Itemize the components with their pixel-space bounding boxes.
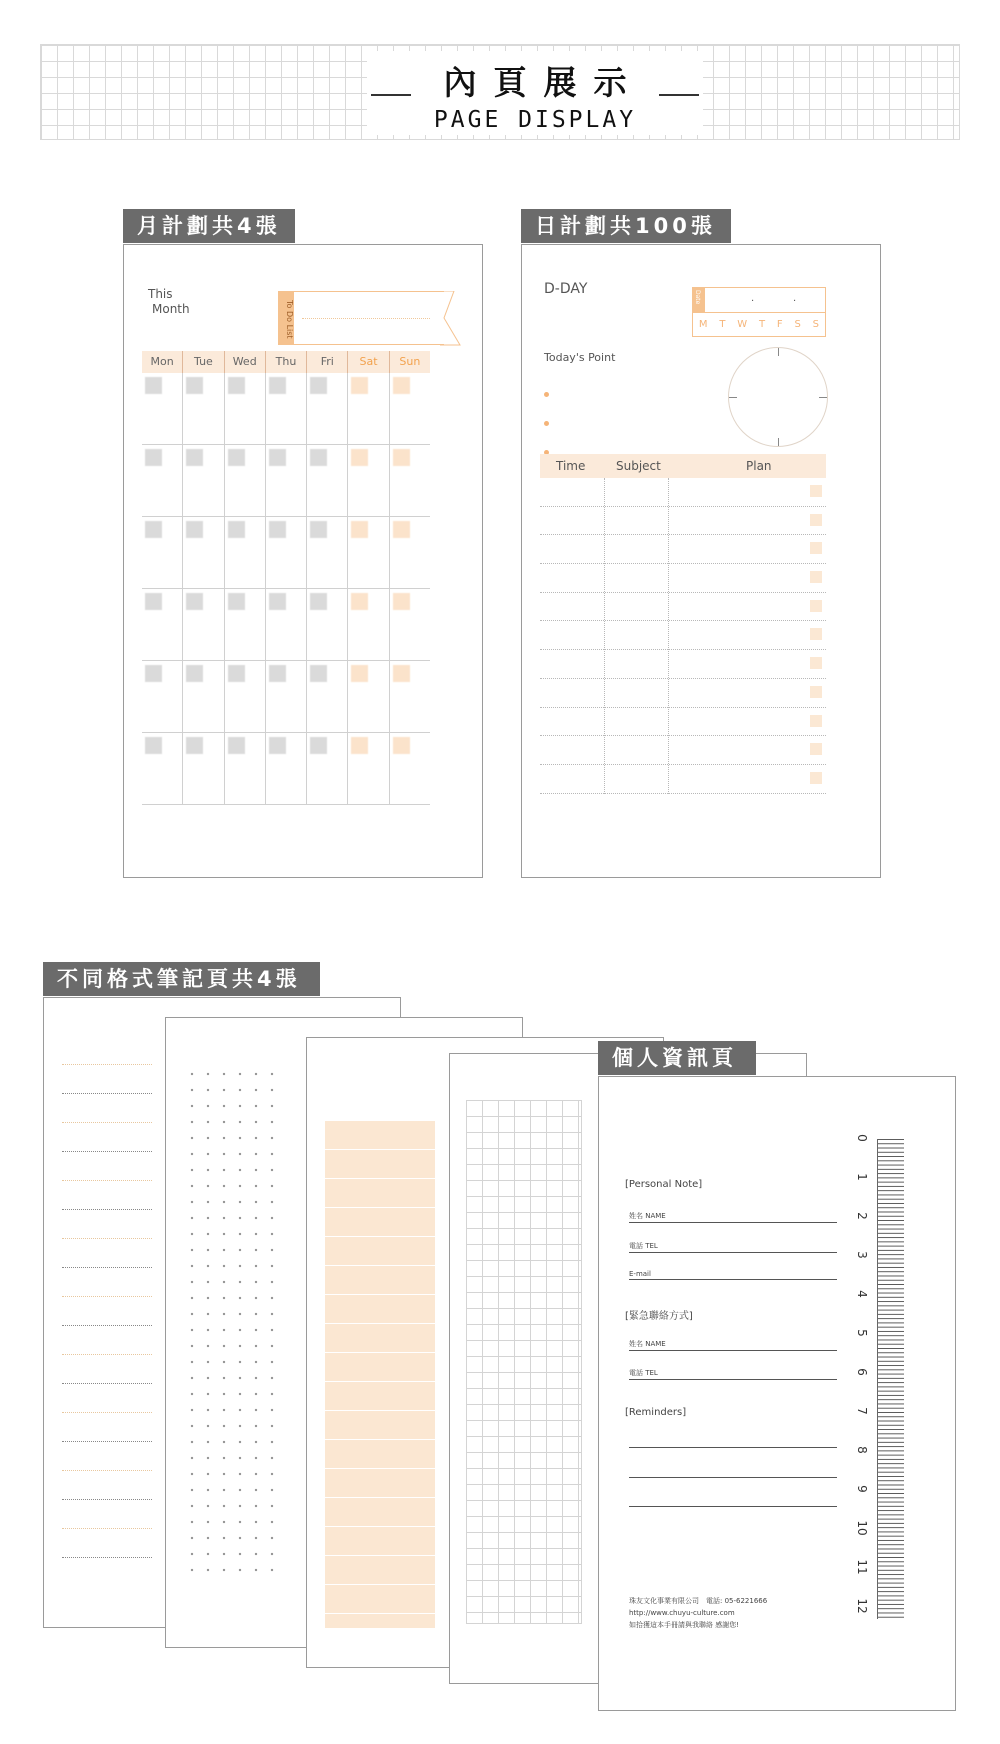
ruler-number: 4 bbox=[855, 1290, 869, 1298]
schedule-row bbox=[540, 679, 826, 708]
schedule-row bbox=[540, 650, 826, 679]
header-title-box bbox=[367, 51, 703, 135]
ruled-line bbox=[62, 1093, 152, 1094]
date-chip bbox=[186, 377, 203, 394]
plan-header: Plan bbox=[746, 459, 772, 473]
publisher-footer bbox=[629, 1595, 767, 1631]
date-chip bbox=[269, 377, 286, 394]
calendar-day-cell bbox=[348, 661, 389, 732]
time-header: Time bbox=[556, 459, 586, 473]
date-chip bbox=[310, 593, 327, 610]
ruler-number: 7 bbox=[855, 1407, 869, 1415]
this-label: This bbox=[148, 287, 173, 301]
calendar-day-cell bbox=[390, 733, 430, 804]
clock-tick-6 bbox=[778, 438, 779, 446]
ruled-line bbox=[62, 1064, 152, 1065]
schedule-row bbox=[540, 564, 826, 593]
date-chip bbox=[310, 521, 327, 538]
date-chip bbox=[228, 737, 245, 754]
calendar-day-cell bbox=[348, 589, 389, 660]
ruler-number: 5 bbox=[855, 1329, 869, 1337]
calendar-day-cell bbox=[225, 373, 266, 444]
calendar-day-cell bbox=[183, 589, 224, 660]
calendar-day-cell bbox=[183, 733, 224, 804]
reminder-line bbox=[629, 1447, 837, 1448]
website-line: http://www.chuyu-culture.com bbox=[629, 1609, 735, 1617]
point-bullet bbox=[544, 421, 549, 426]
reminders-title: [Reminders] bbox=[625, 1407, 687, 1418]
calendar-day-cell bbox=[348, 373, 389, 444]
monthly-tag: 月計劃共4張 bbox=[123, 209, 295, 243]
tel-line: 電話 TEL bbox=[629, 1241, 837, 1253]
date-chip bbox=[269, 521, 286, 538]
date-field bbox=[692, 287, 826, 313]
calendar-week-row bbox=[142, 589, 430, 661]
calendar-day-cell bbox=[142, 589, 183, 660]
ruled-line bbox=[62, 1209, 152, 1210]
date-chip bbox=[393, 737, 410, 754]
publisher-line: 珠友文化事業有限公司 電話: 05-6221666 bbox=[629, 1597, 768, 1605]
calendar-day-cell bbox=[348, 517, 389, 588]
date-chip bbox=[269, 665, 286, 682]
date-dot: · bbox=[793, 296, 797, 307]
todo-label: To Do List bbox=[285, 299, 294, 339]
ruler-ticks bbox=[878, 1139, 904, 1619]
checkbox-icon bbox=[810, 628, 822, 640]
square-grid bbox=[466, 1100, 582, 1624]
name-line: 姓名 NAME bbox=[629, 1211, 837, 1223]
checkbox-icon bbox=[810, 657, 822, 669]
ruler-number: 2 bbox=[855, 1212, 869, 1220]
calendar-day-cell bbox=[142, 517, 183, 588]
date-chip bbox=[393, 449, 410, 466]
checkbox-icon bbox=[810, 743, 822, 755]
schedule-rows bbox=[540, 478, 826, 794]
clock-tick-9 bbox=[729, 397, 737, 398]
schedule-row bbox=[540, 478, 826, 507]
dot-grid bbox=[184, 1066, 284, 1576]
date-chip bbox=[393, 521, 410, 538]
day-sat: Sat bbox=[348, 351, 389, 373]
checkbox-icon bbox=[810, 715, 822, 727]
weekday-header bbox=[142, 351, 430, 373]
ruler bbox=[855, 1134, 903, 1619]
date-chip bbox=[228, 593, 245, 610]
calendar-week-row bbox=[142, 733, 430, 805]
date-chip bbox=[310, 665, 327, 682]
date-dot: · bbox=[751, 296, 755, 307]
calendar-day-cell bbox=[390, 589, 430, 660]
checkbox-icon bbox=[810, 686, 822, 698]
checkbox-icon bbox=[810, 772, 822, 784]
checkbox-icon bbox=[810, 514, 822, 526]
date-chip bbox=[228, 377, 245, 394]
schedule-row bbox=[540, 535, 826, 564]
calendar-day-cell bbox=[266, 661, 307, 732]
personal-note-title: [Personal Note] bbox=[625, 1179, 703, 1190]
daily-page bbox=[521, 244, 881, 878]
calendar-day-cell bbox=[183, 445, 224, 516]
point-bullet bbox=[544, 392, 549, 397]
calendar-day-cell bbox=[142, 373, 183, 444]
ruled-line bbox=[62, 1412, 152, 1413]
date-chip bbox=[351, 521, 368, 538]
date-chip bbox=[269, 593, 286, 610]
ruled-line bbox=[62, 1238, 152, 1239]
calendar-day-cell bbox=[307, 445, 348, 516]
calendar-day-cell bbox=[266, 733, 307, 804]
calendar-week-row bbox=[142, 445, 430, 517]
date-chip bbox=[393, 593, 410, 610]
calendar-day-cell bbox=[307, 661, 348, 732]
date-chip bbox=[269, 737, 286, 754]
ruled-line bbox=[62, 1151, 152, 1152]
dday-label: D-DAY bbox=[544, 281, 588, 297]
calendar-day-cell bbox=[390, 661, 430, 732]
weekday-letter: F bbox=[776, 319, 783, 330]
ruler-number: 8 bbox=[855, 1446, 869, 1454]
ruled-line bbox=[62, 1557, 152, 1558]
calendar-day-cell bbox=[307, 589, 348, 660]
monthly-page bbox=[123, 244, 483, 878]
clock-face bbox=[728, 347, 828, 447]
calendar-day-cell bbox=[183, 661, 224, 732]
day-mon: Mon bbox=[142, 351, 183, 373]
todays-point-label: Today's Point bbox=[544, 351, 616, 364]
checkbox-icon bbox=[810, 571, 822, 583]
peach-bands bbox=[325, 1120, 435, 1628]
schedule-row bbox=[540, 708, 826, 737]
clock-tick-3 bbox=[819, 397, 827, 398]
weekday-letter: T bbox=[719, 319, 726, 330]
date-chip bbox=[228, 665, 245, 682]
emergency-title: [緊急聯絡方式] bbox=[625, 1311, 693, 1322]
date-chip bbox=[186, 449, 203, 466]
month-label: Month bbox=[152, 302, 190, 316]
day-sun: Sun bbox=[399, 355, 421, 368]
date-tab-label: Date bbox=[694, 290, 701, 305]
ruled-line bbox=[62, 1470, 152, 1471]
subject-header: Subject bbox=[616, 459, 661, 473]
calendar-grid bbox=[142, 373, 430, 805]
date-chip bbox=[393, 377, 410, 394]
ruled-line bbox=[62, 1180, 152, 1181]
ruler-number: 11 bbox=[855, 1559, 869, 1575]
return-note-line: 如拾獲這本手冊請與我聯絡 感謝您! bbox=[629, 1621, 740, 1629]
date-chip bbox=[145, 521, 162, 538]
schedule-header bbox=[540, 454, 826, 478]
ruler-number: 0 bbox=[855, 1134, 869, 1142]
calendar-day-cell bbox=[307, 733, 348, 804]
calendar-week-row bbox=[142, 373, 430, 445]
ruled-line bbox=[62, 1296, 152, 1297]
calendar-day-cell bbox=[390, 517, 430, 588]
date-chip bbox=[145, 665, 162, 682]
page-subtitle: PAGE DISPLAY bbox=[433, 107, 637, 133]
ruled-line bbox=[62, 1354, 152, 1355]
date-chip bbox=[145, 377, 162, 394]
schedule-row bbox=[540, 593, 826, 622]
calendar-day-cell bbox=[348, 733, 389, 804]
calendar-week-row bbox=[142, 517, 430, 589]
date-chip bbox=[351, 449, 368, 466]
daily-tag: 日計劃共100張 bbox=[521, 209, 731, 243]
date-chip bbox=[351, 377, 368, 394]
calendar-day-cell bbox=[348, 445, 389, 516]
date-chip bbox=[393, 665, 410, 682]
calendar-day-cell bbox=[266, 373, 307, 444]
date-chip bbox=[351, 593, 368, 610]
calendar-day-cell bbox=[307, 373, 348, 444]
personal-tag: 個人資訊頁 bbox=[598, 1041, 756, 1075]
calendar-day-cell bbox=[142, 445, 183, 516]
calendar-day-cell bbox=[266, 445, 307, 516]
weekday-letter: W bbox=[737, 319, 748, 330]
date-chip bbox=[310, 377, 327, 394]
weekday-letter: M bbox=[698, 319, 708, 330]
ruler-number: 12 bbox=[855, 1598, 869, 1614]
calendar-day-cell bbox=[225, 733, 266, 804]
schedule-row bbox=[540, 621, 826, 650]
email-line: E-mail bbox=[629, 1270, 837, 1280]
day-wed: Wed bbox=[225, 351, 266, 373]
date-chip bbox=[186, 593, 203, 610]
date-chip bbox=[269, 449, 286, 466]
weekday-letter: T bbox=[758, 319, 766, 330]
calendar-day-cell bbox=[390, 373, 430, 444]
calendar-day-cell bbox=[225, 445, 266, 516]
date-chip bbox=[186, 737, 203, 754]
date-chip bbox=[351, 737, 368, 754]
calendar-day-cell bbox=[183, 517, 224, 588]
todo-ribbon-tail bbox=[440, 291, 466, 347]
ruler-number: 9 bbox=[855, 1485, 869, 1494]
day-thu: Thu bbox=[266, 351, 307, 373]
ruled-line bbox=[62, 1383, 152, 1384]
weekday-selector bbox=[692, 313, 826, 337]
emergency-tel-line: 電話 TEL bbox=[629, 1368, 837, 1380]
weekday-letter: S bbox=[794, 319, 801, 330]
ruler-number: 6 bbox=[855, 1368, 869, 1376]
date-chip bbox=[310, 737, 327, 754]
checkbox-icon bbox=[810, 600, 822, 612]
ruler-number: 10 bbox=[855, 1520, 869, 1536]
ruled-line bbox=[62, 1499, 152, 1500]
ruled-line bbox=[62, 1528, 152, 1529]
page-title: 內頁展示 bbox=[443, 63, 644, 102]
calendar-day-cell bbox=[266, 517, 307, 588]
ruler-number: 1 bbox=[855, 1173, 869, 1181]
date-chip bbox=[186, 521, 203, 538]
date-chip bbox=[351, 665, 368, 682]
date-chip bbox=[228, 449, 245, 466]
personal-info-page bbox=[598, 1076, 956, 1711]
reminder-line bbox=[629, 1477, 837, 1478]
weekday-letter: S bbox=[812, 319, 820, 330]
clock-tick-12 bbox=[778, 348, 779, 356]
date-chip bbox=[145, 593, 162, 610]
day-tue: Tue bbox=[183, 351, 224, 373]
schedule-row bbox=[540, 736, 826, 765]
reminder-line bbox=[629, 1506, 837, 1507]
schedule-row bbox=[540, 765, 826, 794]
subject-divider bbox=[668, 478, 669, 794]
calendar-week-row bbox=[142, 661, 430, 733]
calendar-day-cell bbox=[266, 589, 307, 660]
calendar-day-cell bbox=[307, 517, 348, 588]
calendar-day-cell bbox=[183, 373, 224, 444]
calendar-day-cell bbox=[142, 733, 183, 804]
calendar-day-cell bbox=[225, 589, 266, 660]
ruled-line bbox=[62, 1122, 152, 1123]
calendar-day-cell bbox=[225, 661, 266, 732]
todo-line bbox=[302, 318, 430, 319]
ruled-line bbox=[62, 1325, 152, 1326]
calendar-day-cell bbox=[225, 517, 266, 588]
this-month-label bbox=[148, 287, 190, 317]
emergency-name-line: 姓名 NAME bbox=[629, 1339, 837, 1351]
ruler-number: 3 bbox=[855, 1251, 869, 1259]
calendar-day-cell bbox=[142, 661, 183, 732]
calendar-day-cell bbox=[390, 445, 430, 516]
notes-tag: 不同格式筆記頁共4張 bbox=[43, 962, 320, 996]
header-banner bbox=[40, 44, 960, 140]
checkbox-icon bbox=[810, 542, 822, 554]
time-divider bbox=[604, 478, 605, 794]
ruled-line bbox=[62, 1441, 152, 1442]
checkbox-icon bbox=[810, 485, 822, 497]
date-chip bbox=[228, 521, 245, 538]
date-chip bbox=[145, 737, 162, 754]
day-fri: Fri bbox=[307, 351, 348, 373]
date-chip bbox=[310, 449, 327, 466]
schedule-row bbox=[540, 507, 826, 536]
ruled-line bbox=[62, 1267, 152, 1268]
date-chip bbox=[186, 665, 203, 682]
date-chip bbox=[145, 449, 162, 466]
